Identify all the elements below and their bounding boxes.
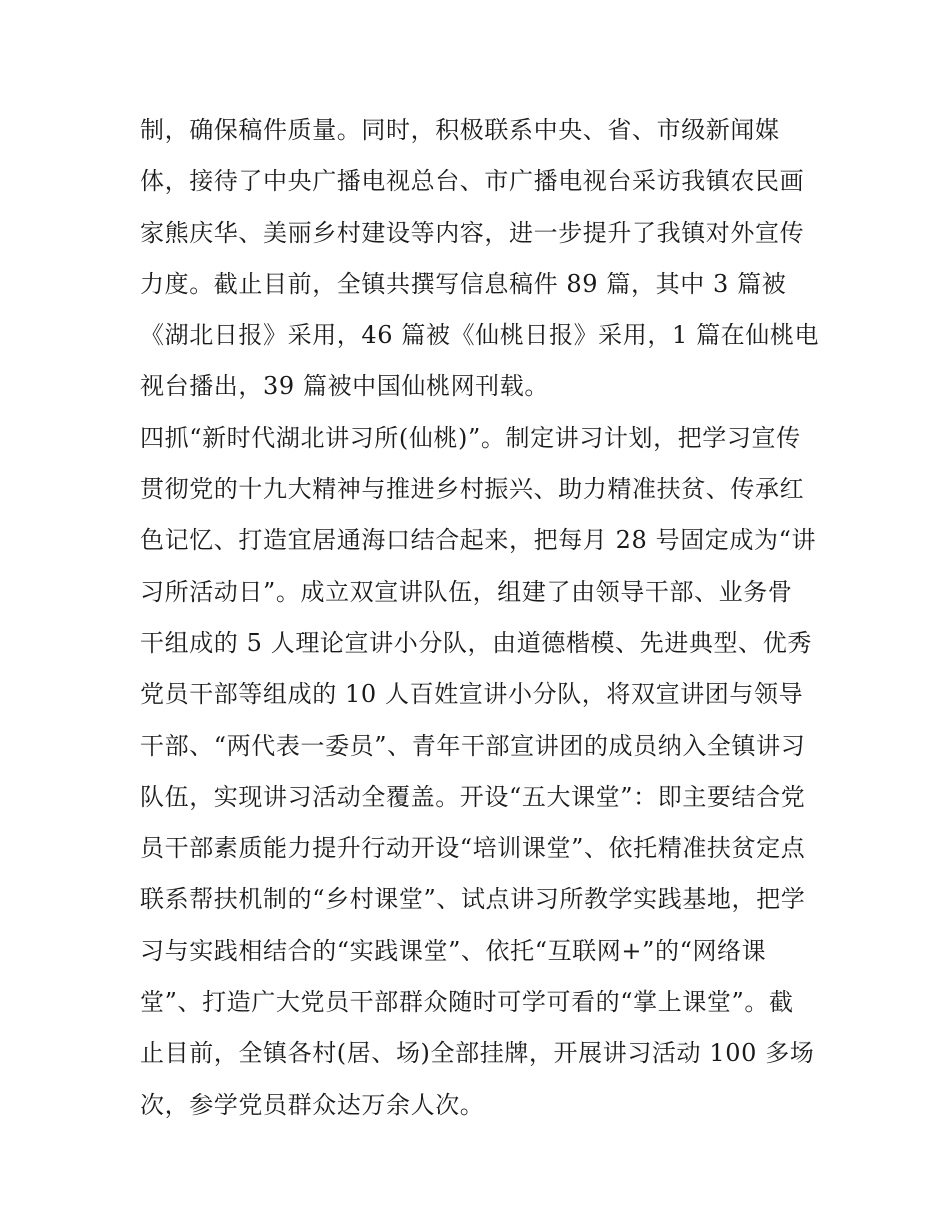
text-line: 堂”、打造广大党员干部群众随时可学可看的“掌上课堂”。截 — [140, 988, 794, 1017]
text-line: 体，接待了中央广播电视总台、市广播电视台采访我镇农民画 — [140, 167, 805, 196]
text-line: 干组成的 5 人理论宣讲小分队，由道德楷模、先进典型、优秀 — [140, 628, 812, 657]
text-line: 习与实践相结合的“实践课堂”、依托“互联网+”的“网络课 — [140, 936, 767, 965]
text-line: 队伍，实现讲习活动全覆盖。开设“五大课堂”：即主要结合党 — [140, 782, 806, 811]
text-line: 制，确保稿件质量。同时，积极联系中央、省、市级新闻媒 — [140, 116, 780, 144]
text-line: 干部、“两代表一委员”、青年干部宣讲团的成员纳入全镇讲习 — [140, 731, 806, 760]
text-line: 力度。截止目前，全镇共撰写信息稿件 89 篇，其中 3 篇被 — [140, 269, 787, 298]
text-line: 色记忆、打造宜居通海口结合起来，把每月 28 号固定成为“讲 — [140, 526, 817, 555]
text-line: 习所活动日”。成立双宣讲队伍，组建了由领导干部、业务骨 — [140, 577, 793, 606]
text-line: 贯彻党的十九大精神与推进乡村振兴、助力精准扶贫、传承红 — [140, 475, 805, 504]
text-line: 止目前，全镇各村(居、场)全部挂牌，开展讲习活动 100 多场 — [140, 1039, 815, 1068]
text-line: 次，参学党员群众达万余人次。 — [140, 1090, 485, 1119]
text-line: 视台播出，39 篇被中国仙桃网刊载。 — [140, 372, 549, 401]
body-text — [140, 105, 820, 1131]
text-line: 党员干部等组成的 10 人百姓宣讲小分队，将双宣讲团与领导 — [140, 680, 804, 709]
text-line: 联系帮扶机制的“乡村课堂”、试点讲习所教学实践基地，把学 — [140, 885, 806, 914]
text-line: 员干部素质能力提升行动开设“培训课堂”、依托精准扶贫定点 — [140, 834, 806, 863]
text-line: 家熊庆华、美丽乡村建设等内容，进一步提升了我镇对外宣传 — [140, 218, 805, 247]
text-line: 四抓“新时代湖北讲习所(仙桃)”。制定讲习计划，把学习宣传 — [140, 423, 801, 452]
text-line: 《湖北日报》采用，46 篇被《仙桃日报》采用，1 篇在仙桃电 — [140, 321, 820, 350]
